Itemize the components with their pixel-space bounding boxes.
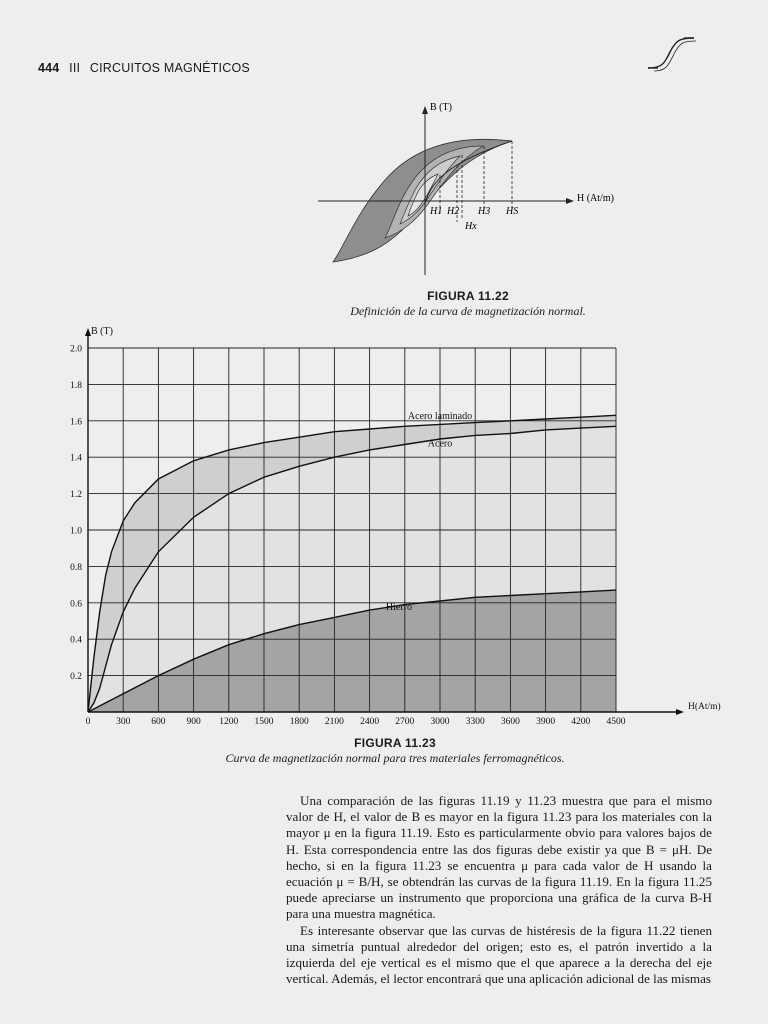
figure-11-22-label: FIGURA 11.22: [427, 289, 509, 303]
x-tick-label: 3900: [536, 717, 556, 727]
y-tick-label: 1.4: [70, 453, 82, 464]
series-label: Acero laminado: [407, 410, 473, 422]
x-tick-label: 3600: [500, 717, 520, 727]
x-axis-label: H (At/m): [577, 193, 614, 204]
x-tick-label: 900: [186, 717, 201, 727]
x-tick-label: 3000: [430, 717, 450, 727]
y-tick-label: 0.4: [70, 635, 82, 646]
y-tick-label: 2.0: [70, 344, 82, 355]
y-tick-label: 1.8: [70, 380, 82, 391]
tick-h3: H3: [478, 206, 491, 217]
x-axis-label: H(At/m): [688, 702, 721, 712]
chapter-title: CIRCUITOS MAGNÉTICOS: [89, 61, 250, 75]
x-tick-label: 4200: [571, 717, 591, 727]
x-tick-label: 1200: [219, 717, 239, 727]
page-number: 444: [38, 61, 60, 75]
x-tick-label: 1800: [289, 717, 309, 727]
y-axis-label: B (T): [430, 102, 452, 113]
y-tick-label: 1.6: [70, 417, 82, 428]
figure-11-22-caption: Definición de la curva de magnetización normal.: [350, 304, 586, 318]
figure-11-23-label: FIGURA 11.23: [354, 736, 436, 750]
y-axis-label: B (T): [91, 326, 113, 337]
paragraph: Una comparación de las figuras 11.19 y 11.23 muestra que para el mismo valor de H, el valor de B es mayor en la figura 11.23 para los materiales con la mayor μ en la figura 11.19. Esto es particularmente obvio para valores bajos de H. Esta correspondencia entre las dos figuras debe existir ya que B = μH. De hecho, si en la figura 11.23 se encuentra μ para cada valor de H usando la ecuación μ = B/H, se obtendrán las curvas de la figura 11.19. En la figura 11.25 puede apreciarse un instrumento que proporciona una gráfica de la curva B-H para una muestra magnética.: [286, 793, 712, 922]
body-text: [286, 793, 712, 987]
y-tick-label: 0.6: [70, 599, 82, 610]
x-tick-label: 0: [85, 717, 91, 727]
x-axis-arrow: [676, 709, 684, 715]
x-tick-label: 2100: [324, 717, 344, 727]
part-number: III: [69, 61, 81, 75]
x-tick-label: 300: [116, 717, 131, 727]
tick-h1: H1: [430, 206, 443, 217]
x-tick-label: 2400: [360, 717, 380, 727]
x-tick-label: 3300: [465, 717, 485, 727]
x-tick-label: 4500: [606, 717, 626, 727]
tick-hx: Hx: [465, 221, 477, 232]
series-label: Hierro: [385, 602, 412, 614]
tick-h2: H2: [447, 206, 460, 217]
series-label: Acero: [427, 438, 453, 450]
y-tick-label: 1.2: [70, 490, 82, 501]
y-tick-label: 0.8: [70, 562, 82, 573]
x-tick-label: 1500: [254, 717, 274, 727]
x-tick-label: 600: [151, 717, 166, 727]
x-tick-label: 2700: [395, 717, 415, 727]
figure-11-23-caption: Curva de magnetización normal para tres materiales ferromagnéticos.: [225, 751, 565, 765]
y-tick-label: 0.2: [70, 672, 82, 683]
paragraph: Es interesante observar que las curvas de histéresis de la figura 11.22 tienen una simetría puntual alrededor del origen; esto es, el patrón invertido a la izquierda del eje vertical es el mismo que el que aparece a la derecha del eje vertical. Además, el lector encontrará que una aplicación adicional de las mismas: [286, 922, 712, 987]
tick-hs: HS: [506, 206, 519, 217]
y-tick-label: 1.0: [70, 526, 82, 537]
